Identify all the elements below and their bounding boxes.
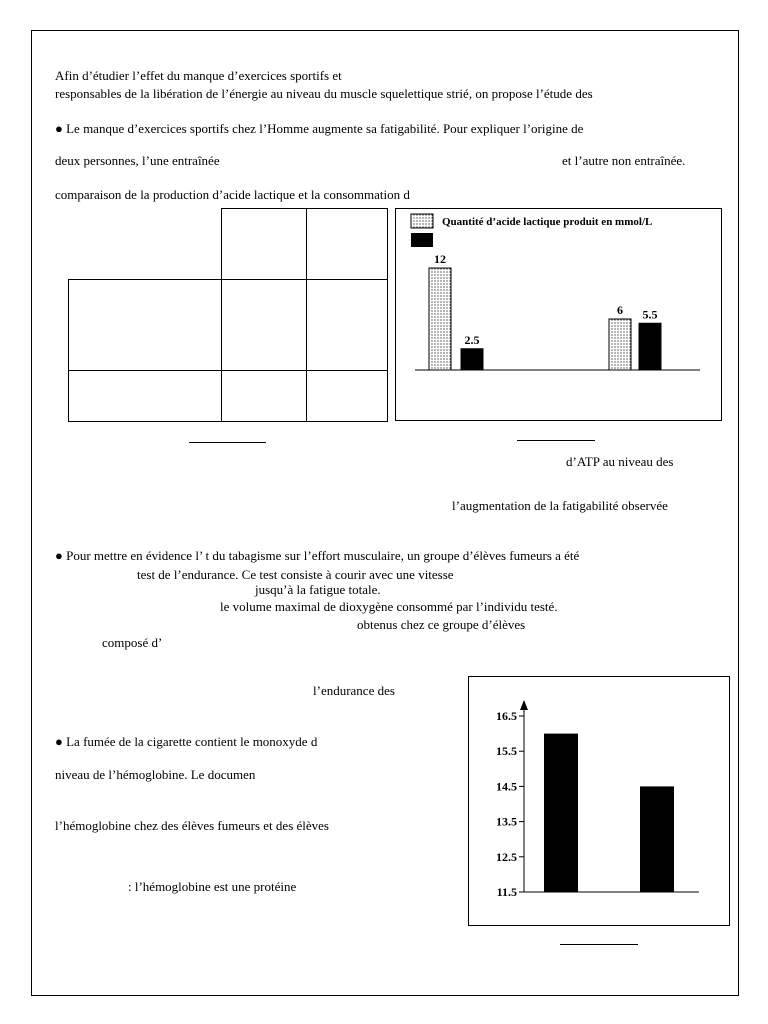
bar-value-label: 6 <box>617 303 623 317</box>
caption-underline <box>189 442 266 443</box>
table-cell <box>221 280 307 371</box>
text-line: l’hémoglobine chez des élèves fumeurs et des élèves <box>55 818 329 833</box>
legend-swatch-black <box>411 233 433 247</box>
bar-value-label: 5.5 <box>642 307 658 322</box>
bar <box>544 734 578 892</box>
text-line: responsables de la libération de l’énergie au niveau du muscle squelettique strié, on propose l’étude des <box>55 86 593 101</box>
y-tick-label: 14.5 <box>496 779 517 794</box>
legend-label: Quantité d’acide lactique produit en mmol/L <box>442 216 653 228</box>
text-line: niveau de l’hémoglobine. Le documen <box>55 767 256 782</box>
text-line: l’endurance des <box>313 683 395 698</box>
y-tick-label: 13.5 <box>496 814 517 829</box>
text-line: Afin d’étudier l’effet du manque d’exercices sportifs et <box>55 68 342 83</box>
text-line: l’augmentation de la fatigabilité observée <box>452 498 668 513</box>
text-line: ● Le manque d’exercices sportifs chez l’Homme augmente sa fatigabilité. Pour expliquer l’origine de <box>55 121 584 136</box>
y-tick-label: 16.5 <box>496 709 517 723</box>
data-table <box>68 208 388 422</box>
text-line: ● Pour mettre en évidence l’ t du tabagisme sur l’effort musculaire, un groupe d’élèves fumeurs a été <box>55 548 580 563</box>
table-cell <box>307 209 388 280</box>
text-line: composé d’ <box>102 635 163 650</box>
table-cell <box>307 371 388 422</box>
y-tick-label: 15.5 <box>496 744 517 759</box>
text-line: obtenus chez ce groupe d’élèves <box>357 617 526 632</box>
text-line: deux personnes, l’une entraînée <box>55 153 220 168</box>
text-line: et l’autre non entraînée. <box>562 153 686 168</box>
table-cell <box>69 371 222 422</box>
table-cell <box>221 209 307 280</box>
text-line: : l’hémoglobine est une protéine <box>128 879 297 894</box>
text-line: jusqu’à la fatigue totale. <box>255 582 381 597</box>
text-line: le volume maximal de dioxygène consommé par l’individu testé. <box>220 599 558 614</box>
y-axis-arrow <box>520 700 528 710</box>
bar-value-label: 12 <box>434 252 446 266</box>
table-cell <box>307 280 388 371</box>
table-cell <box>69 280 222 371</box>
bar-black <box>639 323 661 370</box>
caption-underline <box>560 944 638 945</box>
endurance-chart <box>468 676 730 926</box>
bar-value-label: 2.5 <box>464 332 480 347</box>
text-line: d’ATP au niveau des <box>566 454 674 469</box>
bar-dotted <box>609 319 631 370</box>
bar-black <box>461 349 483 370</box>
bar <box>640 786 674 892</box>
y-tick-label: 11.5 <box>496 885 517 899</box>
bar-dotted <box>429 268 451 370</box>
text-line: comparaison de la production d’acide lactique et la consommation d <box>55 187 410 202</box>
caption-underline <box>517 440 595 441</box>
table-cell <box>221 371 307 422</box>
table-cell <box>69 209 222 280</box>
text-line: test de l’endurance. Ce test consiste à courir avec une vitesse <box>137 567 454 582</box>
lactic-acid-chart <box>395 208 722 421</box>
text-line: ● La fumée de la cigarette contient le monoxyde d <box>55 734 318 749</box>
legend-swatch-dotted <box>411 214 433 228</box>
y-tick-label: 12.5 <box>496 849 517 864</box>
